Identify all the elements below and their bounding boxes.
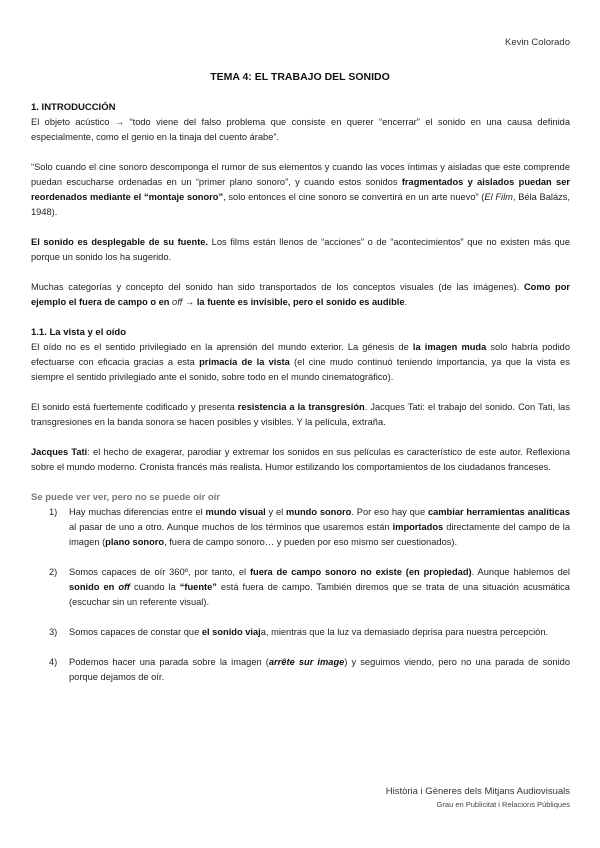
paragraph — [31, 160, 570, 220]
list-number: 1) — [49, 507, 58, 517]
section1-paragraphs — [31, 115, 570, 310]
bold-text: off — [118, 582, 131, 592]
text-run: : el hecho de exagerar, parodiar y extremar los sonidos en sus películas es característico de este autor. Reflexiona sobre el mundo moderno. Cronista francés más realista. Humor estilizando los comportamientos de los ciudadanos franceses. — [31, 447, 570, 472]
text-run: directamente del campo de la imagen ( — [69, 522, 571, 547]
text-run: y el — [265, 507, 287, 517]
paragraph — [31, 235, 570, 265]
text-run: a, mientras que la luz va demasiado deprisa para nuestra percepción. — [260, 627, 549, 637]
bold-text: primacía de la vista — [199, 357, 290, 367]
text-run: . — [404, 297, 408, 307]
bold-text: Como por ejemplo el fuera de campo o en — [31, 282, 570, 307]
bold-text: Jacques Tati — [31, 447, 88, 457]
section-heading-introduccion: 1. INTRODUCCIÓN — [31, 102, 116, 113]
bold-text: “fuente” — [179, 582, 217, 592]
text-run: está fuera de campo. También diremos que se trata de una situación acusmática (escuchar sin un referente visual). — [69, 582, 570, 607]
bold-text: sonido en — [69, 582, 119, 592]
section-heading-vista-oido: 1.1. La vista y el oído — [31, 327, 127, 338]
list-item — [31, 565, 570, 610]
bold-text: plano sonoro — [105, 537, 165, 547]
list-number: 2) — [49, 567, 58, 577]
bold-text: la imagen muda — [412, 342, 487, 352]
bold-text: resistencia a la transgresión — [237, 402, 365, 412]
text-run: al pasar de uno a otro. Aunque muchos de los términos que usaremos están — [69, 522, 393, 532]
paragraph — [31, 115, 570, 145]
paragraph — [31, 445, 570, 475]
text-run: , solo entonces el cine sonoro se convertirá en un arte nuevo” ( — [223, 192, 485, 202]
text-run: El oído no es el sentido privilegiado en la aprensión del mundo exterior. La génesis de — [31, 342, 413, 352]
text-run: solo habría podido efectuarse con eficacia gracias a esta — [31, 342, 570, 367]
text-run: . Por eso hay que — [351, 507, 428, 517]
list-item — [31, 625, 570, 640]
italic-text: off — [172, 297, 183, 307]
document-body — [31, 100, 570, 700]
text-run: Podemos hacer una parada sobre la imagen ( — [69, 657, 269, 667]
footer-degree: Grau en Publicitat i Relacions Públiques — [436, 800, 570, 809]
text-run: ) y seguimos viendo, pero no una parada de sonido porque dejamos de oír. — [69, 657, 571, 682]
text-run: cuando la — [130, 582, 180, 592]
list-item — [31, 505, 570, 550]
page-footer — [386, 786, 570, 809]
text-run: “Solo cuando el cine sonoro descomponga el rumor de sus elementos y cuando las voces íntimas y aisladas que este comprende puedan escucharse ordenadas en un “primer plano sonoro”, y cuando estos sonidos — [31, 162, 570, 187]
text-run: Hay muchas diferencias entre el — [69, 507, 206, 517]
bold-text: → la fuente es invisible, pero el sonido es audible — [182, 297, 405, 307]
text-run: El sonido está fuertemente codificado y presenta — [31, 402, 238, 412]
bold-text: el sonido viaj — [201, 627, 261, 637]
text-run: , Béla Balázs, 1948). — [31, 192, 570, 217]
page-title: TEMA 4: EL TRABAJO DEL SONIDO — [210, 71, 390, 83]
subsection-heading: Se puede ver ver, pero no se puede oír oír — [31, 492, 221, 503]
bold-text: arrête sur image — [268, 657, 345, 667]
text-run: Somos capaces de constar que — [69, 627, 202, 637]
bold-text: fragmentados y aislados puedan ser reordenados mediante el “montaje sonoro” — [31, 177, 571, 202]
author-name: Kevin Colorado — [505, 37, 570, 48]
text-run: Somos capaces de oír 360º, por tanto, el — [69, 567, 250, 577]
bold-text: El sonido es desplegable de su fuente. — [31, 237, 209, 247]
text-run: Los films están llenos de “acciones” o de “acontecimientos” que no existen más que porque un sonido los ha sugerido. — [31, 237, 570, 262]
text-run: Muchas categorías y concepto del sonido han sido transportados de los conceptos visuales (de las imágenes). — [31, 282, 524, 292]
text-run: , fuera de campo sonoro… y pueden por eso mismo ser cuestionados). — [164, 537, 458, 547]
text-run: El objeto acústico → “todo viene del falso problema que consiste en querer “encerrar” el sonido en una causa definida especialmente, como el genio en la tinaja del cuento árabe”. — [31, 117, 570, 142]
bold-text: mundo visual — [205, 507, 266, 517]
numbered-list — [31, 505, 570, 685]
text-run: . Aunque hablemos del — [471, 567, 570, 577]
paragraph — [31, 280, 570, 310]
text-run: (el cine mudo continuó teniendo importancia, ya que la vista es siempre el sentido privilegiado ante el sonido, sobre todo en el mundo cinematográfico). — [31, 357, 571, 382]
paragraph — [31, 340, 570, 385]
text-run: . Jacques Tati: el trabajo del sonido. Con Tati, las transgresiones en la banda sonora se hacen posibles y visibles. Y la película, extraña. — [31, 402, 570, 427]
list-item — [31, 655, 570, 685]
bold-text: cambiar herramientas analíticas — [427, 507, 571, 517]
paragraph — [31, 400, 570, 430]
footer-course: Història i Gèneres dels Mitjans Audiovisuals — [385, 786, 570, 797]
list-number: 4) — [49, 657, 58, 667]
bold-text: importados — [392, 522, 444, 532]
section11-paragraphs — [31, 340, 570, 475]
bold-text: fuera de campo sonoro no existe (en propiedad) — [249, 567, 472, 577]
list-number: 3) — [49, 627, 58, 637]
bold-text: mundo sonoro — [286, 507, 352, 517]
italic-text: El Film — [484, 192, 513, 202]
